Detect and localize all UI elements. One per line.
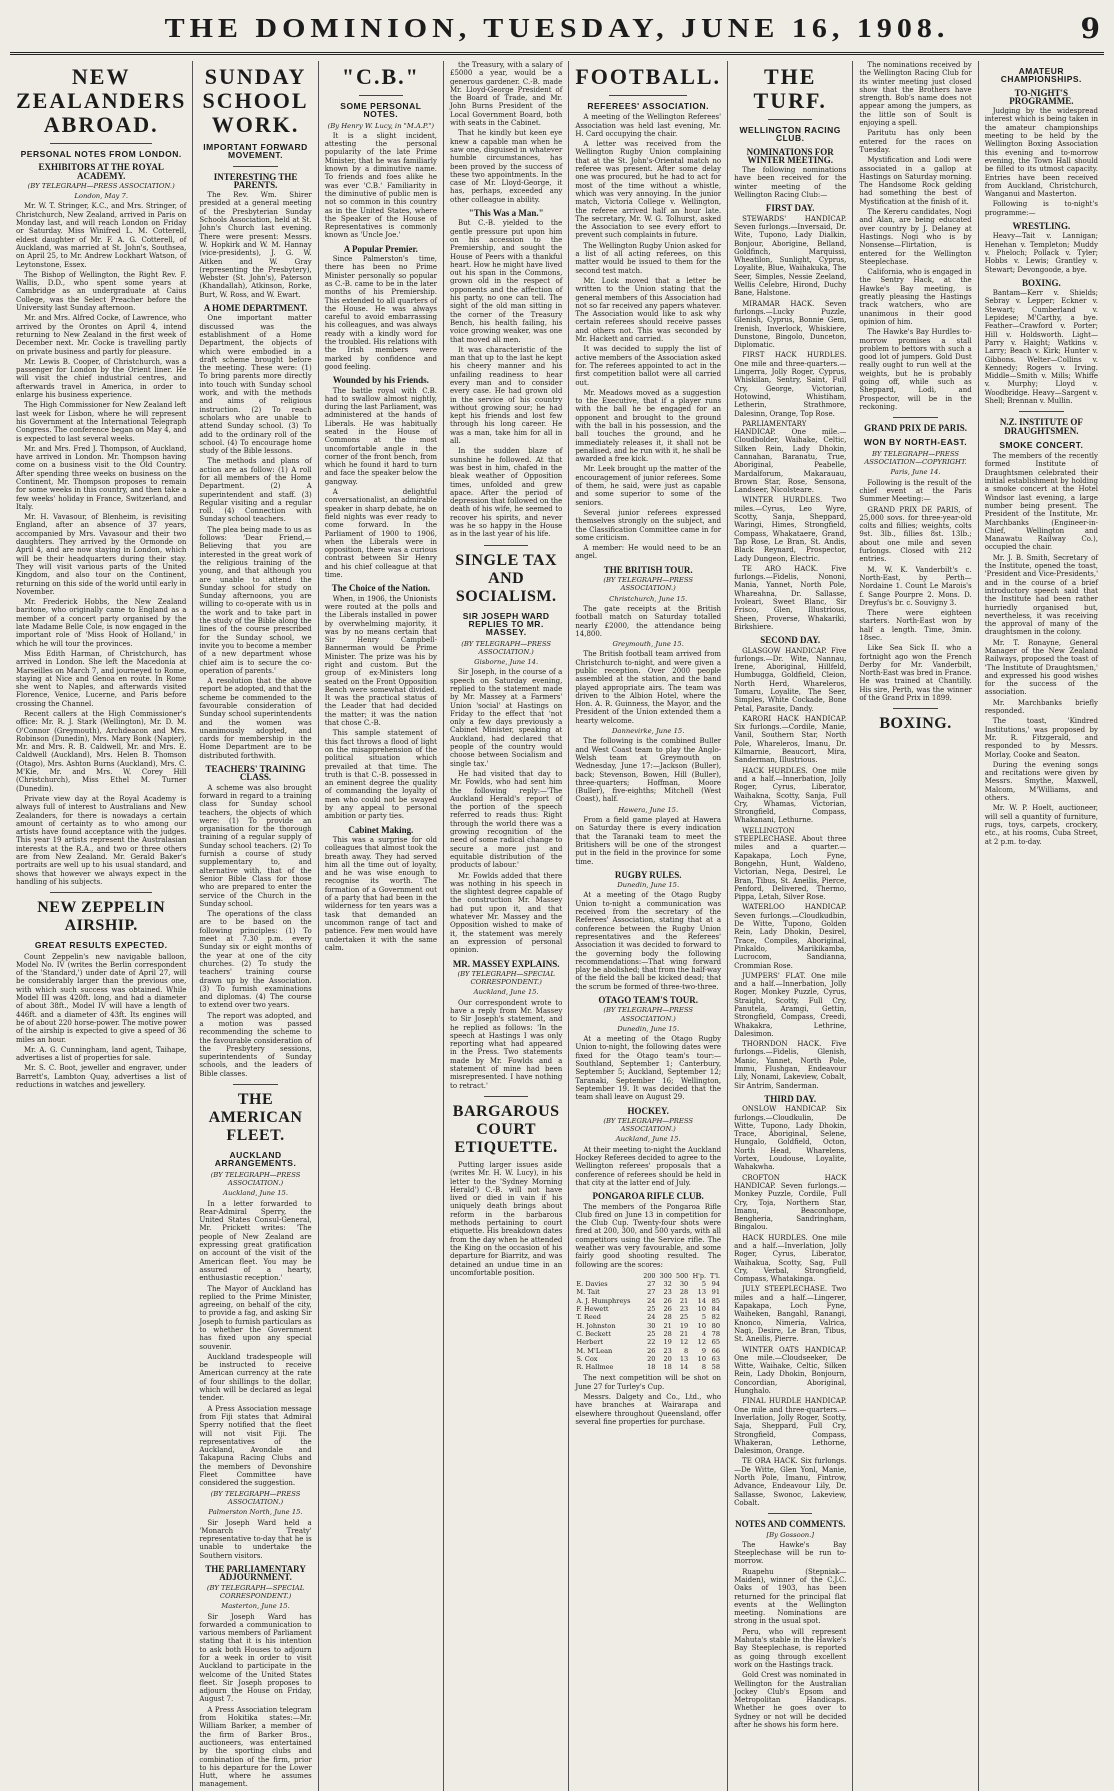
- rifle-scores-table: [575, 1272, 721, 1372]
- dateline: Paris, June 14.: [890, 468, 941, 477]
- score-cell: 30: [647, 1321, 656, 1330]
- paragraph: Mr. W. T. Stringer, K.C., and Mrs. Stringer, of Christchurch, New Zealand, arrived in Paris on Monday last, and will reach London on Friday or Saturday. Miss Winifred L. M. Cotterell, eldest daughter of Mr. F. A. G. Cotterell, of Auckland, was married at St. John's, Southsea, on April 25, to Mr. Andrew Lockhart Watson, of Leytonstone, Essex.: [16, 202, 187, 269]
- paragraph: The toast, 'Kindred Institutions,' was proposed by Mr. R. Fitzgerald, and responded to by Messrs. Morlay, Cooke and Seaton.: [984, 717, 1098, 759]
- divider: [50, 892, 152, 893]
- score-cell: 65: [711, 1338, 721, 1347]
- race-entry: FINAL HURDLE HANDICAP. One mile and three-quarters.—Inverlation, Jolly Roger, Scotty, Saja, Sheppard, Full Cry, Strongfield, Compass, Whakeran, Lethorne, Dalesimon, Orange.: [734, 1397, 847, 1456]
- paragraph: The battle royal with C.B. had to swallow almost nightly, during the last Parliament, was administered at the hands of Liberals. He was habitually seated in the House of Commons at the most uncomfortable angle in the corner of the front bench, from which he found it hard to turn and face the speaker below the gangway.: [324, 386, 437, 486]
- paragraph: Mr. W. P. Hoelt, auctioneer, will sell a quantity of furniture, rugs, toys, carpets, crockery, etc., at his rooms, Cuba Street, at 2 p.m. to-day.: [984, 804, 1098, 846]
- section-head: Wounded by his Friends.: [332, 375, 429, 386]
- paragraph: At their meeting to-night the Auckland Hockey Referees decided to agree to the Wellington referees' proposals that a conference of referees should be held in that city at the latter end of July.: [575, 1145, 722, 1187]
- score-cell: 91: [711, 1288, 721, 1297]
- headline-cb: "C.B.": [341, 64, 420, 89]
- score-cell: 23: [679, 1305, 689, 1314]
- paragraph: That he kindly but keen eye knew a capable man when he saw one, disguised in whatever humble circumstances, has been proved by the success of these two appointments. In the case of Mr. Lloyd-George, it has, perhaps, exceeded any other colleague in ability.: [450, 129, 563, 204]
- score-name: M. M'Lean: [576, 1346, 613, 1355]
- paragraph: The Mayor of Auckland has replied to the Prime Minister, agreeing, on behalf of the city, to provide a fag, and asking Sir Joseph to furnish particulars as to whether the Government has fixed upon any special souvenir.: [199, 1284, 312, 1351]
- race-entry: FIRST HACK HURDLES. One mile and three-quarters.—Lingerra, Jolly Roger, Cyprus, Whiskilan, Sentry, Saint, Full Cry, George, Victorian, Hotowind, Whistiham, Letherin, Strathmore, Dalesinn, Orange, Top Rose.: [734, 351, 847, 418]
- credit: (BY TELEGRAPH—PRESS ASSOCIATION.): [603, 576, 694, 593]
- headline-boxing: BOXING.: [879, 715, 952, 733]
- section-head: HOCKEY.: [627, 1105, 669, 1116]
- paragraph: The following is the combined Buller and West Coast team to play the Anglo-Welsh team at Greymouth on Wednesday, June 17:—Jackson (Buller), back; Stevenson, Bowen, Hill (Buller), three-quarters; Hoffman, Moore (Buller), five-eighths; Mitchell (West Coast), half.: [575, 737, 722, 804]
- paragraph: Mr. S. C. Boot, jeweller and engraver, under Barrett's, Lambton Quay, advertises a list of reductions in watches and jewellery.: [16, 1064, 187, 1089]
- paragraph: Sir Joseph Ward held a 'Monarch Treaty' representative to-day that he is unable to undertake the Southern visitors.: [199, 1518, 312, 1560]
- table-header: H'p.: [692, 1271, 707, 1280]
- score-cell: 26: [647, 1346, 656, 1355]
- paragraph: Since Palmerston's time, there has been no Prime Minister personally so popular as C.-B. came to be in the later months of his Premiership. This extended to all quarters of the House. He was always careful to avoid embarrassing his colleagues, and was always ready with a kindly word for the troubled. His relations with the Irish members were marked by confidence and good feeling.: [324, 255, 437, 371]
- score-cell: 8: [701, 1363, 707, 1372]
- paragraph: Private view day at the Royal Academy is always full of interest to Australians and New Zealanders, for there is nowadays a certain amount of certainty as to who among our artists have found acceptance with the judges. This year 19 artists represent the Australasian interests at the R.A., and two or three others are from New Zealand. Mr. Gerald Baker's portraits are well up to his usual standard, and shows that however we always expect in the handling of his subjects.: [16, 794, 187, 886]
- divider: [50, 143, 152, 144]
- paragraph: A delightful conversationalist, an admirable speaker in sharp debate, he on field nights was ever ready to come forward. In the Parliament of 1900 to 1906, when the Liberals were in opposition, there was a curious contrast between Sir Henry and his chief colleague at that time.: [324, 488, 437, 580]
- section-head: EXHIBITORS AT THE ROYAL ACADEMY.: [38, 162, 164, 181]
- dateline: Hawera, June 15.: [618, 805, 679, 814]
- section-head: TO-NIGHT'S PROGRAMME.: [1009, 87, 1074, 106]
- score-cell: 85: [711, 1296, 721, 1305]
- paragraph: In the sudden blaze of sunshine he followed. At that was best in him, chafed in the bleak weather of Opposition times, unfolded and grew apace. After the period of depression that followed on the death of his wife, he seemed to recover his spirits, and never was he so happy in the House as in the last year of his life.: [450, 447, 563, 539]
- score-cell: 19: [663, 1338, 672, 1347]
- score-cell: 21: [679, 1296, 689, 1305]
- divider: [893, 708, 937, 709]
- paragraph: Mr. Frederick Hobbs, the New Zealand baritone, who originally came to England as a member of a concert party organised by the late Madame Belle Cole, is now engaged in the important role of 'Miss Hook of Holland,' in which he will tour the provinces.: [16, 598, 187, 648]
- paragraph: Mr. Lewis B. Cooper, of Christchurch, was a passenger for London by the Orient liner. He will visit the chief industrial centres, and afterwards travel in America, in order to enlarge his business experience.: [16, 357, 187, 400]
- section-head: MR. MASSEY EXPLAINS.: [452, 958, 560, 969]
- paragraph: The High Commissioner for New Zealand left last week for Lisbon, where he will represent his Government at the International Telegraph Congress. The conference began on May 4, and is expected to last several weeks.: [16, 401, 187, 443]
- paragraph: GRAND PRIX DE PARIS, of 25,000 sovs. for three-year-old colts and fillies; weights, colts 9st. 3lb., fillies 8st. 13lb.; about one mile and seven furlongs. Closed with 212 entries.: [859, 505, 972, 564]
- score-cell: 21: [663, 1321, 672, 1330]
- score-cell: 8: [684, 1346, 689, 1355]
- section-head: A HOME DEPARTMENT.: [203, 303, 308, 314]
- credit: (BY TELEGRAPH—SPECIAL CORRESPONDENT.): [457, 969, 555, 987]
- subhead: WELLINGTON RACING CLUB.: [739, 125, 841, 144]
- paragraph: Mr. Lock moved that a letter be written to the Union stating that the general members of this Association had not so far received any papers whatever. The Association would like to ask why certain referees should receive passes and others not. This was seconded by Mr. Hackett and carried.: [575, 276, 722, 344]
- table-row: [575, 1322, 721, 1330]
- score-name: R. Hallmee: [576, 1363, 614, 1372]
- paragraph: The Rev. Wm. Shirer presided at a general meeting of the Presbyterian Sunday Schools Association, held at St. John's Church last evening. There were present: Messrs. W. Hopkirk and W. M. Hannay (vice-presidents), J. G. W. Aitken and W. Gray (representing the Presbytery), Webster (St. John's), Paterson (Khandallah), Atkinson, Rorke, Burt, W. Ross, and W. Ewart.: [199, 191, 312, 299]
- section-head: Cabinet Making.: [348, 824, 414, 835]
- score-cell: 27: [647, 1280, 656, 1289]
- column-2: [193, 61, 318, 1791]
- score-cell: 23: [663, 1346, 672, 1355]
- paragraph: During the evening songs and recitations were given by Messrs. Smythe, Maxwell, Malcom, M'Williams, and others.: [984, 760, 1098, 803]
- paragraph: Mr. Fowlds added that there was nothing in his speech in the slightest degree capable of the construction Mr. Massey had put upon it, and that whatever Mr. Massey and the Opposition wished to make of it, the statement was merely an expression of personal opinion.: [450, 871, 563, 955]
- paragraph: One important matter discussed was the establishment of a Home Department, the objects of which were embodied in a draft scheme brought before the meeting. These were: (1) To bring parents more directly into touch with Sunday school work, and with the methods and aims of religious instruction. (2) To reach scholars who are unable to attend Sunday school. (3) To add to the ordinary roll of the school. (4) To encourage home study of the Bible lessons.: [199, 314, 312, 456]
- column-7: [853, 61, 978, 1791]
- paragraph: A Press Association telegram from Hokitika states:—Mr. William Barker, a member of the firm of Barker Bros., auctioneers, was entertained by the sporting clubs and combination of the firm, prior to his departure for the Lower Hutt, where he assumes management.: [199, 1705, 312, 1789]
- divider: [609, 95, 687, 96]
- column-6: [728, 61, 853, 1791]
- score-cell: 21: [679, 1329, 689, 1338]
- race-entry: HACK HURDLES. One mile and a half.—Innerbation, Jolly Roger, Cyrus, Liberator, Waihakna, Scotty, Sanja, Full Cry, Whamas, Victorian, Strongfield, Compass, Whakanani, Lethurne.: [734, 766, 847, 825]
- paragraph: The Bishop of Wellington, the Right Rev. F. Wallis, D.D., who spent some years at Cambridge as an undergraduate at Caius College, was the Select Preacher before the University last Sunday afternoon.: [16, 270, 187, 313]
- headline-the-turf: THE TURF.: [753, 64, 827, 113]
- race-entry: THORNDON HACK. Five furlongs.—Fidelis, Glenish, Manic, Yannet, North Pole, Immu, Flushgan, Endeavour Lily, Nonami, Lakeview, Cobalt, Sir Antrim, Sanderman.: [734, 1040, 847, 1090]
- paragraph: A meeting of the Wellington Referees' Association was held last evening, Mr. H. Card occupying the chair.: [575, 113, 722, 138]
- paragraph: Mr. J. B. Smith, Secretary of the Institute, opened the toast, 'President and Vice-Presidents,' and in the course of a brief introductory speech said that the Institute had been rather hurriedly organised but, nevertheless, it was receiving the approval of many of the draughtsmen in the colony.: [984, 553, 1098, 637]
- paragraph: Mr. T. Ronayne, General Manager of the New Zealand Railways, proposed the toast of 'The Institute of Draughtsmen,' and expressed his good wishes for the success of the association.: [984, 638, 1098, 697]
- dateline: Christchurch, June 15.: [609, 594, 688, 603]
- masthead-title: THE DOMINION, TUESDAY, JUNE 16, 1908.: [164, 13, 950, 44]
- subhead: AMATEUR CHAMPIONSHIPS.: [1000, 66, 1082, 85]
- credit: (BY TELEGRAPH—PRESS ASSOCIATION.): [210, 1489, 301, 1506]
- paragraph: Peru, who will represent Mahuta's stable in the Hawke's Bay Steeplechase, is reported as going through excellent work on the Hastings track.: [734, 1627, 847, 1669]
- headline-football: FOOTBALL.: [575, 64, 722, 89]
- race-entry: WINTER HURDLES. Two miles.—Cyrus, Leo Wyre, Scotty, Sanja, Sheppard, Waringi, Himes, Strongfield, Compass, Whakataere, Grand, Tap Rose, Le Bran, St. Andis, Black Reynard, Prospector, Lady Dungeon, Electric.: [734, 496, 847, 563]
- dateline: Auckland, June 15.: [615, 1135, 681, 1144]
- score-cell: 26: [663, 1305, 672, 1314]
- dateline: Dunedin, June 15.: [617, 1024, 680, 1033]
- table-row: [575, 1347, 721, 1355]
- divider: [233, 166, 277, 167]
- score-cell: 19: [679, 1321, 689, 1330]
- score-cell: 24: [647, 1313, 656, 1322]
- paragraph: The methods and plans of action are as follow: (1) A roll for all members of the Home Department. (2) A superintendent and staff. (3) Regular visiting and a regular roll. (4) Connection with Sunday school teachers.: [199, 457, 312, 524]
- subhead: WON BY NORTH-EAST.: [863, 437, 968, 448]
- paragraph: Sir Joseph, in the course of a speech on Saturday evening, replied to the statement made by Mr. Massey at a Farmers' Union 'social' at Hastings on Friday to the effect that 'not only a few days previously a Cabinet Minister, speaking at Auckland, had declared that people of the country would choose between Socialism and single tax.': [450, 668, 563, 768]
- score-cell: 24: [647, 1296, 656, 1305]
- credit: (BY TELEGRAPH—PRESS ASSOCIATION.): [461, 639, 552, 656]
- column-8: [979, 61, 1104, 1791]
- race-entry: WELLINGTON STEEPLECHASE. About three miles and a quarter.—Kapakapa, Loch Fyne, Bongehn, Hunt, Waldeno, Victorian, Nega, Desirel, Le Bran, Tibus, St. Aneilis, Pierce, Penford, Delivered, Thermo, Pippa, Letah, Silver Rose.: [734, 826, 847, 902]
- table-header-name: [575, 1272, 640, 1280]
- paragraph: Count Zeppelin's new navigable balloon, Model No. IV (writes the Berlin correspondent of the 'Standard,') under date of April 27, will be considerably larger than the previous one, with which such success was obtained. While Model III was 420ft. long, and had a diameter of about 38ft., Model IV will have a length of 446ft. and a diameter of 43ft. Its engines will be of about 220 horse-power. The motive power of the airship is expected to give a speed of 36 miles an hour.: [16, 952, 187, 1044]
- dateline: Auckland, June 15.: [473, 988, 539, 997]
- subhead: SMOKE CONCERT.: [999, 439, 1084, 450]
- paragraph: Ruapehu (Stepniak—Maiden), winner of the C.J.C. Oaks of 1903, has been returned for the principal flat events at the Wellington meeting. Nominations are strong in the usual spot.: [734, 1567, 847, 1626]
- section-head: GRAND PRIX DE PARIS.: [864, 423, 967, 434]
- score-cell: 10: [697, 1321, 707, 1330]
- subhead: IMPORTANT FORWARD MOVEMENT.: [203, 142, 308, 161]
- paragraph: The Wellington Rugby Union asked for a list of all acting referees, on this matter would be issued to them for the second test match.: [575, 241, 722, 275]
- column-4: [444, 61, 569, 1791]
- section-head: "This Was a Man.": [468, 208, 544, 219]
- table-row: [575, 1297, 721, 1305]
- race-entry: KARORI HACK HANDICAP. Six furlongs.—Cordile, Manie, Vanil, Southern Star, North Pole, Whareleros, Imanu, Dr. Kilmarnie, Beaucort, Mira, Sanderman, Illustrious.: [734, 714, 847, 765]
- paragraph: The operations of the class are to be based on the following principles: (1) To meet at 7.30 p.m. every Sunday six or eight months of the year at one of the city churches. (2) To study the teachers' training course drawn up by the Association. (3) To furnish examinations and diplomas. (4) The course to extend over two years.: [199, 910, 312, 1010]
- score-cell: 13: [697, 1288, 707, 1297]
- score-cell: 94: [711, 1280, 721, 1289]
- score-name: H. Johnston: [576, 1321, 616, 1330]
- day-head: THIRD DAY.: [764, 1093, 817, 1104]
- score-cell: 25: [647, 1329, 656, 1338]
- credit: (BY TELEGRAPH—PRESS ASSOCIATION.): [603, 1116, 694, 1134]
- score-cell: 5: [701, 1313, 707, 1322]
- table-row: [575, 1355, 721, 1363]
- subhead: GREAT RESULTS EXPECTED.: [34, 940, 168, 951]
- paragraph: Mr. H. Vavasour, of Blenheim, is revisiting England, after an absence of 37 years, accompanied by Mrs. Vavasour and their two daughters. They arrived by the Ormonde on April 4, and are now staying in London, which will be their headquarters during their stay. They will visit various parts of the United Kingdom, and also tour on the Continent, returning on this side of the world until early in November.: [16, 513, 187, 596]
- score-cell: 25: [647, 1305, 656, 1314]
- score-cell: 20: [647, 1354, 656, 1363]
- paragraph: There were eighteen starters. North-East won by half a length. Time, 3min. 18sec.: [859, 609, 972, 642]
- paragraph: Judging by the widespread interest which is being taken in the amateur championships meeting to be held by the Wellington Boxing Association this evening and to-morrow evening, the Town Hall should be filled to its utmost capacity. Entries have been received from Auckland, Christchurch, Wanganui and Masterton.: [984, 107, 1098, 199]
- paragraph: Mr. and Mrs. Alfred Cocke, of Lawrence, who arrived by the Orontes on April 4, intend returning to New Zealand in the first week of December next. Mr. Cocke is travelling partly on private business and partly for pleasure.: [16, 314, 187, 356]
- paragraph: The report was adopted, and a motion was passed recommending the scheme to the favourable consideration of the Presbytery sessions, superintendents of Sunday schools, and the leaders of Bible classes.: [199, 1011, 312, 1078]
- section-head: BOXING.: [1021, 277, 1061, 288]
- section-head: TEACHERS' TRAINING CLASS.: [205, 764, 306, 783]
- score-cell: 82: [711, 1313, 721, 1322]
- score-name: M. Tait: [576, 1288, 600, 1297]
- table-row: [575, 1313, 721, 1321]
- paragraph: The Hawke's Bay Hurdles to-morrow promises a stall problem to bettors with such a good lot of jumpers. Gold Dust really ought to run well at the weights, but he is probably going off, while such as Sheppard, Lodi, and Prospector, will be in the reckoning.: [859, 328, 972, 411]
- paragraph: The Hawke's Bay Steeplechase will be run to-morrow.: [734, 1540, 847, 1566]
- paragraph: the Treasury, with a salary of £5000 a year, would be a generous gardener. C.-B. made Mr. Lloyd-George President of the Board of Trade, and Mr. John Burns President of the Local Government Board, both with seats in the Cabinet.: [450, 61, 563, 128]
- score-name: Herbert: [576, 1338, 604, 1347]
- section-head: The Choice of the Nation.: [331, 583, 430, 594]
- subhead: AUCKLAND ARRANGEMENTS.: [214, 1150, 297, 1169]
- score-cell: 63: [711, 1354, 721, 1363]
- dateline: London, May 7.: [74, 192, 128, 201]
- paragraph: A member: He would need to be an angel.: [575, 544, 722, 561]
- paragraph: Putting larger issues aside (writes Mr. H. W. Lucy), in his letter to the 'Sydney Morning Herald') C.-B. will not have lived or died in vain if his uniquely death brings about reform in the barbarous methods pertaining to court etiquette. His breakdown dates from the day when he attended the King on the occasion of his departure for Biarritz, and was detained an undue time in an uncomfortable position.: [450, 1160, 563, 1277]
- section-head: THE BRITISH TOUR.: [603, 564, 693, 575]
- paragraph: Recent callers at the High Commissioner's office: Mr. R. J. Stark (Wellington), Mr. D. M. O'Connor (Greymouth), Archdeacon and Mrs. Robinson (Dunedin), Mrs. Mary Bonk (Napier), Mr. and Mrs. R. B. Caldwell, Mr. and Mrs. E. Caldwell (Auckland), Mrs. Helen B. Thomson (Otago), Mrs. Ashton Burns (Auckland), Mrs. C. M'Kie, Mr. and Mrs. W. Corey Hill (Christchurch), Miss Ethel M. Turner (Dunedin).: [16, 710, 187, 793]
- section-head: RUGBY RULES.: [614, 869, 682, 880]
- paragraph: The nominations received by the Wellington Racing Club for its winter meeting just closed show that the Brothers have strength. Bob's name does not appear among the jumpers, as the little son of Soult is enjoying a spell.: [859, 61, 972, 128]
- race-entry: CROFTON HACK HANDICAP. Seven furlongs.—Monkey Puzzle, Cordile, Full Cry, Toja, Northern Star, Imanu, Beaconhope, Bengheria, Sandringham, Bingalou.: [734, 1173, 847, 1232]
- paragraph: A Press Association message from Fiji states that Admiral Sperry notified that the fleet will not visit Fiji. The representatives of the Auckland, Avondale and Takapuna Racing Clubs and the members of Devonshire Fleet Committee have considered the suggestion.: [199, 1404, 312, 1488]
- score-name: S. Cox: [576, 1354, 598, 1363]
- credit: (BY TELEGRAPH—PRESS ASSOCIATION.): [27, 181, 175, 190]
- dateline: Dunedin, June 15.: [617, 881, 680, 890]
- race-entry: WATERLOO HANDICAP. Seven furlongs.—Cloudkudbin, De Witte, Tupono, Golden Rein, Lady Dhokin, Desirel, Trace, Compiles, Aboriginal, Pinkaldo, Marikikamba, Lucrocom, Sandianna, Crommian Rose.: [734, 903, 847, 970]
- paragraph: The gate receipts at the British football match on Saturday totalled nearly £2000, the attendance being 14,800.: [575, 604, 722, 638]
- score-cell: 5: [701, 1280, 707, 1289]
- score-cell: 25: [679, 1313, 689, 1322]
- divider: [359, 95, 403, 96]
- table-header-row: [575, 1272, 721, 1280]
- paragraph: In a letter forwarded to Rear-Admiral Sperry, the United States Consul-General, Mr. Prickett writes: 'The people of New Zealand are expressing great gratification on account of the visit of the American fleet. You may be assured of a hearty, enthusiastic reception.': [199, 1199, 312, 1283]
- section-head: PONGAROA RIFLE CLUB.: [592, 1191, 704, 1202]
- credit: (BY TELEGRAPH—SPECIAL CORRESPONDENT.): [206, 1583, 305, 1600]
- score-cell: 28: [679, 1288, 689, 1297]
- paragraph: Several junior referees expressed themselves strongly on the subject, and the Classification Committee came in for some criticism.: [575, 508, 722, 542]
- subhead: REFEREES' ASSOCIATION.: [587, 101, 710, 111]
- score-cell: 10: [697, 1354, 707, 1363]
- credit: BY TELEGRAPH—PRESS ASSOCIATION—COPYRIGHT.: [864, 449, 967, 467]
- dateline: Dannevirke, June 15.: [611, 727, 685, 736]
- paragraph: He had visited that day to Mr. Fowlds, who had sent him the following reply:—'The Auckland Herald's report of the portion of the speech referred to reads thus: Right through the world there was a growing recognition of the need of some radical change to secure a more just and equitable distribution of the products of labour.': [450, 769, 563, 870]
- dateline: Gisborne, June 14.: [474, 658, 539, 667]
- score-cell: 10: [697, 1305, 707, 1314]
- score-cell: 32: [663, 1280, 672, 1289]
- paragraph: Following is to-night's programme:—: [984, 200, 1098, 217]
- score-cell: 12: [679, 1338, 689, 1347]
- paragraph: Like Sea Sick II. who a fortnight ago won the French Derby for Mr. Vanderbilt, North-East was bred in France. He was trained at Chantilly. His sire, Perth, was the winner of the Grand Prix in 1899.: [859, 644, 972, 703]
- page-number: 9: [1080, 12, 1100, 45]
- paragraph: Paritutu has only been entered for the races on Tuesday.: [859, 129, 972, 154]
- score-cell: 14: [679, 1363, 689, 1372]
- paragraph: This sample statement of this fact throws a flood of light on the misapprehension of the political situation which prevailed at that time. The truth is that C.-B. possessed in an eminent degree the quality of commanding the loyalty of men who could not be swayed by any appeal to personal ambition or party ties.: [324, 729, 437, 821]
- paragraph: Mr. and Mrs. Fred J. Thompson, of Auckland, have arrived in London. Mr. Thompson having come on a business visit to the Old Country. After spending three weeks on business on the Continent, Mr. Thompson proposes to remain for some weeks in this country, and then take a few weeks' holiday in France, Switzerland, and Italy.: [16, 444, 187, 511]
- section-head: WRESTLING.: [1012, 221, 1071, 232]
- paragraph: California, who is engaged in the Sentry Hack, at the Hawke's Bay meeting, is greatly pleasing the Hastings track watchers, who are unanimous in their good opinion of him.: [859, 268, 972, 326]
- headline-single-tax: SINGLE TAX AND SOCIALISM.: [455, 551, 558, 605]
- paragraph: At a meeting of the Otago Rugby Union to-night a communication was received from the secretary of the Referees' Association, stating that at a conference between the Rugby Union representatives and the Referees' Association it was decided to forward to the governing body the following recommendations:—That wing forward play be abolished; that from the half-way of the field the ball be kicked dead; that the scrum be formed of three-two-three.: [575, 891, 722, 991]
- paragraph: The Kereru candidates, Nogi and Alan, are being educated over country by J. Delaney at Hastings. Nogi who is by Nonsense—Flirtation, is entered for the Wellington Steeplechase.: [859, 208, 972, 266]
- score-cell: 28: [663, 1329, 672, 1338]
- dateline: Palmerston North, June 15.: [208, 1508, 303, 1517]
- score-cell: 78: [711, 1329, 721, 1338]
- table-header: 300: [659, 1271, 672, 1280]
- columns: [10, 61, 1104, 1789]
- paragraph: This was a surprise for old colleagues that almost took the breath away. They had served him all the time out of loyalty, and he was wise enough to recognise its worth. The formation of a Government out of a party that had been in the wilderness for ten years was a task that demanded an uncommon range of tact and patience. Few men would have undertaken it with the same calm.: [324, 835, 437, 952]
- race-entry: STEWARDS' HANDICAP. Seven furlongs.—Inversaid, Dr. Wite, Tupono, Lady Dialkin, Bonjour, Aborigine, Belland, Goldfinch, Marquissi, Wheatilon, Sunlight, Cyprus, Loyalite, Blue, Waihakuka, The Seer, Simples, Nessie Zeeland, Wellis Celebre, Hirond, Duchy Bane, Halstone.: [734, 214, 847, 298]
- table-row: [575, 1363, 721, 1371]
- section-head: NOMINATIONS FOR WINTER MEETING.: [746, 146, 834, 165]
- dateline: Greymouth, June 15.: [612, 640, 684, 649]
- column-5: [569, 61, 728, 1791]
- paragraph: The members of the recently formed Institute of Draughtsmen celebrated their initial establishment by holding a smoke concert at the Hotel Windsor last evening, a large number being present. The President of the Institute, Mr. Marchbanks (Engineer-in-Chief, Wellington and Manawatu Railway Co.), occupied the chair.: [984, 452, 1098, 552]
- column-3: [319, 61, 444, 1791]
- paragraph: Gold Crest was nominated in Wellington for the Australian Jockey Club's Epsom and Metropolitan Handicaps. Whether he goes over to Sydney or not will be decided after he shows his form here.: [734, 1671, 847, 1730]
- score-cell: 84: [711, 1305, 721, 1314]
- headline-american-fleet: THE AMERICAN FLEET.: [208, 1091, 303, 1145]
- paragraph: It was decided to supply the list of active members of the Association asked for. The referees appointed to act in the first competition ballot were all carried out.: [575, 345, 722, 387]
- paragraph: Miss Edith Harman, of Christchurch, has arrived in London. She left the Macedonia at Marseilles on March 7, and journeyed to Rome, staying at Nice and Genoa en route. In Rome she went to Naples, and afterwards visited Florence, Venice, Lucerne, and Paris before crossing the Channel.: [16, 649, 187, 708]
- table-header: T'l.: [709, 1271, 721, 1280]
- race-entry: JUMPERS' FLAT. One mile and a half.—Innerbation, Jolly Roger, Monkey Puzzle, Cyrus, Straight, Scotty, Full Cry, Panutela, Aramgi, Gettin, Strongfield, Compass, Creedi, Whakakra, Lethrine, Dalesimon.: [734, 971, 847, 1038]
- paragraph: Mr. Marchbanks briefly responded.: [984, 698, 1098, 716]
- byline: (By Henry W. Lucy, in "M.A.P."): [327, 121, 435, 130]
- race-entry: WINTER OATS HANDICAP. One mile.—Cloudseeker, De Witte, Waihake, Celtic, Silken Rein, Lady Dhokin, Bonjourn, Concordian, Aboriginal, Hunghalo.: [734, 1345, 847, 1396]
- score-cell: 20: [663, 1354, 672, 1363]
- paragraph: Messrs. Dalgety and Co., Ltd., who have branches at Wairarapa and elsewhere throughout Queensland, offer several fine properties for purchase.: [575, 1393, 722, 1426]
- score-cell: 58: [711, 1363, 721, 1372]
- paragraph: Mr. Meadows moved as a suggestion to the Executive, that if a player runs with the ball he be engaged for an opponent and brought to the ground with the ball in his possession, and the ball touches the ground, and he immediately releases it, it shall not be penalised, and he run with it, he shall be awarded a free kick.: [575, 388, 722, 464]
- score-cell: 28: [663, 1313, 672, 1322]
- score-cell: 4: [701, 1329, 707, 1338]
- paragraph: The next competition will be shot on June 27 for Turley's Cup.: [575, 1374, 722, 1391]
- race-entry: TE ARO HACK. Five furlongs.—Fidelis, Nononi, Mania, Yannet, North Pole, Whareahna, Dr. Sallasse, Ivoleari, Sweet Blanc, Sir Frisco, Glen, Illustrious, Sheen, Proverse, Whakariki, Birkshiere.: [734, 564, 847, 631]
- score-cell: 14: [697, 1296, 707, 1305]
- race-entry: PARLIAMENTARY HANDICAP. One mile.—Cloudbolder, Waihake, Celtic, Silken Rein, Lady Dhokin, Cannahan, Baranatu, True, Aboriginal, Peabelle, Mardalforum, Makarauau, Brown Star, Rose, Sensona, Landseer, Nicolsteare.: [734, 419, 847, 495]
- paragraph: At a meeting of the Otago Rugby Union to-night, the following dates were fixed for the Otago team's tour:—Southland, September 1; Canterbury, September 5; Auckland, September 12; Taranaki, September 16; Wellington, September 19. It was decided that the team shall leave on August 29.: [575, 1035, 722, 1102]
- score-name: A. J. Humphreys: [576, 1296, 631, 1305]
- table-row: [575, 1288, 721, 1296]
- score-cell: 18: [647, 1363, 656, 1372]
- credit: (BY TELEGRAPH—PRESS ASSOCIATION.): [210, 1170, 301, 1187]
- paragraph: But C.-B. yielded to the gentle pressure put upon him on his accession to the Premiership, and sought the House of Peers with a thankful heart. How he might have lived out his span in the Commons, grown old in the respect of opponents and the affection of his party, no one can tell. The sight of the old man sitting in the corner of the Treasury Bench, his health failing, his voice growing weaker, was one that moved all men.: [450, 219, 563, 344]
- paragraph: Following is the result of the chief event at the Paris Summer Meeting:—: [859, 478, 972, 504]
- paragraph: The following nominations have been received for the winter meeting of the Wellington Racing Club:—: [734, 166, 847, 200]
- score-cell: 13: [679, 1354, 689, 1363]
- paragraph: A resolution that the above report be adopted, and that the scheme be commended to the favourable consideration of Sunday school superintendents and the women was unanimously adopted, and cards for membership in the Home Department are to be distributed forthwith.: [199, 677, 312, 760]
- divider: [484, 545, 528, 546]
- table-row: [575, 1280, 721, 1288]
- credit: (BY TELEGRAPH—PRESS ASSOCIATION.): [603, 1006, 694, 1023]
- score-name: C. Beckett: [576, 1329, 611, 1338]
- paragraph: A scheme was also brought forward in regard to a training class for Sunday school teachers, the objects of which were: (1) To provide an organisation for the thorough training of a regular supply of Sunday school teachers. (2) To furnish a course of study supplementary to, and alternative with, that of the Senior Bible Class for those who are prepared to enter the service of the Church in the Sunday school.: [199, 783, 312, 908]
- section-head: THE PARLIAMENTARY ADJOURNMENT.: [205, 1564, 306, 1583]
- table-header: 200: [643, 1271, 656, 1280]
- subhead: SIR JOSEPH WARD REPLIES TO MR. MASSEY.: [462, 610, 550, 638]
- byline: [By Gossoon.]: [766, 1530, 814, 1539]
- paragraph: Auckland tradespeople will be instructed to receive American currency at the rate of four shillings to the dollar, which will be declared as legal tender.: [199, 1352, 312, 1403]
- score-cell: 66: [711, 1346, 721, 1355]
- subhead: SOME PERSONAL NOTES.: [340, 101, 422, 120]
- section-head: A Popular Premier.: [343, 243, 418, 254]
- race-entry: JULY STEEPLECHASE. Two miles and a half.—Lingerer, Kapakapa, Loch Fyne, Waiheken, Bangahl, Ranangi, Knonco, Nimeria, Valrica, Nagi, Desire, Le Bran, Tibus, St. Aneilis, Pierre.: [734, 1285, 847, 1344]
- column-1: [10, 61, 193, 1791]
- score-cell: 30: [679, 1280, 689, 1289]
- table-row: [575, 1305, 721, 1313]
- day-head: SECOND DAY.: [760, 635, 821, 646]
- paragraph: The members of the Pongaroa Rifle Club fired on June 13 in competition for the Club Cup. Twenty-four shots were fired at 200, 300, and 500 yards, with all competitors using the Service rifle. The weather was very favourable, and some fairly good shooting resulted. The following are the scores:: [575, 1202, 722, 1269]
- paragraph: The British football team arrived from Christchurch to-night, and were given a public reception. Over 2000 people assembled at the station, and the band played appropriate airs. The team was driven to the Albion Hotel, where the Hon. A. R. Guinness, the Mayor, and the President of the Union extended them a hearty welcome.: [575, 650, 722, 725]
- day-head: FIRST DAY.: [765, 203, 815, 214]
- table-header: 500: [676, 1271, 689, 1280]
- score-cell: 26: [663, 1296, 672, 1305]
- score-cell: 27: [647, 1288, 656, 1297]
- dateline: Masterton, June 15.: [221, 1602, 290, 1611]
- paragraph: When, in 1906, the Unionists were routed at the polls and the Liberals installed in power by overwhelming majority, it was by no means certain that Sir Henry Campbell-Bannerman would be Prime Minister. The prize was his by right and custom. But the group of ex-Ministers long seated on the Front Opposition Bench were somewhat divided. It was the practical status of the Leader that had decided the matter; it was the nation that chose C.-B.: [324, 594, 437, 728]
- paragraph: It was characteristic of the man that up to the last he kept his cheery manner and his unfailing readiness to hear every man and to consider every case. He had grown old in the service of his country without growing sour; he had kept his friends and lost few through his long career. He was a man, take him for all in all.: [450, 345, 563, 446]
- score-name: F. Hewett: [576, 1305, 609, 1314]
- score-cell: 9: [701, 1346, 707, 1355]
- headline-zeppelin: NEW ZEPPELIN AIRSHIP.: [37, 899, 166, 935]
- divider: [768, 1513, 812, 1514]
- paragraph: Our correspondent wrote to have a reply from Mr. Massey to Sir Joseph's statement, and he replied as follows: 'In the speech at Hastings I was only reporting what had appeared in the Press. Two statements made by Mr. Fowlds and a statement of mine had been misrepresented. I have nothing to retract.': [450, 998, 563, 1090]
- score-name: E. Davies: [576, 1280, 608, 1289]
- paragraph: M. W. K. Vanderbilt's c. North-East, by Perth—Nordaine 1. Count Le Marois's f. Sange Pourpre 2. Mons. D. Dreyfus's br. c. Souvigny 3.: [859, 565, 972, 607]
- masthead: [10, 6, 1104, 55]
- section-head: INTERESTING THE PARENTS.: [213, 171, 298, 190]
- race-entry: GLASGOW HANDICAP. Five furlongs.—Dr. Wite, Nannau, Irene, Aboriginal, Hillfeld, Humbugga, Goldfield, Cleion, North Herd, Whareleros, Tomaru, Loyalite, The Seer, Simples, White Cockade, Bone Petal, Parasite, Dandy.: [734, 646, 847, 713]
- divider: [893, 417, 937, 418]
- score-cell: 23: [663, 1288, 672, 1297]
- paragraph: It is a slight incident, attesting the personal popularity of the late Prime Minister, that he was familiarly known by a diminutive name. To friends and foes alike he was ever 'C.B.' Familiarity in the diminutive of public men is not so common in this country as in the United States, where the Speaker of the House of Representatives is commonly known as 'Uncle Joe.': [324, 131, 437, 240]
- divider: [233, 1084, 277, 1085]
- paragraph: Sir Joseph Ward has forwarded a communication to various members of Parliament stating that it is his intention to ask both Houses to adjourn for a week in order to visit Auckland to participate in the welcome of the United States fleet. Sir Joseph proposes to adjourn the House on Friday, August 7.: [199, 1612, 312, 1704]
- paragraph: A letter was received from the Wellington Rugby Union complaining that at the St. John's-Oriental match no referee was present. After some delay one was procured, but he had to act for most of the time without a whistle, which was very annoying. In the junior match, Victoria College v. Wellington, the referee arrived half an hour late. The secretary, Mr. W. G. Tolhurst, asked the Association to see every effort to prevent such complaints in future.: [575, 140, 722, 240]
- section-head: NOTES AND COMMENTS.: [735, 1519, 846, 1530]
- dateline: Auckland, June 15.: [223, 1189, 289, 1198]
- table-row: [575, 1330, 721, 1338]
- paragraph: The plea being made to us as follows: 'Dear Friend,—Believing that you are interested in the great work of the religious training of the young, and that although you are unable to attend the Sunday school for study on Sunday afternoons, you are willing to co-operate with us in the work and to take part in the study of the Bible along the lines of the course prescribed for the Sunday school, we invite you to become a member of a new department whose chief aim is to secure the co-operation of parents.': [199, 525, 312, 675]
- race-entry: HACK HURDLES. One mile and a half.—Inverlation, Jolly Roger, Cyrus, Liberator, Waihakua, Scotty, Sag, Full Cry, Verbal, Strongfield, Compass, Whatakinga.: [734, 1233, 847, 1284]
- section-head: OTAGO TEAM'S TOUR.: [598, 994, 698, 1005]
- table-row: [575, 1338, 721, 1346]
- score-cell: 80: [711, 1321, 721, 1330]
- paragraph: Mr. A. G. Cunningham, land agent, Taihape, advertises a list of properties for sale.: [16, 1045, 187, 1063]
- score-cell: 22: [647, 1338, 656, 1347]
- paragraph: Heavy—Tait v. Lannigan; Henehan v. Templeton; Muddy v. Pheloch; Pollack v. Tyler; Hobbs v. Lewis; Grantley v. Stewart; Devongoode, a bye.: [984, 232, 1098, 274]
- section-head: N.Z. INSTITUTE OF DRAUGHTSMEN.: [999, 417, 1083, 436]
- race-entry: TE ORA HACK. Six furlongs.—De Witte, Glen Yonl, Manie, North Pole, Imanu, Fintrow, Advance, Endeavour Lily, Dr. Sallasse, Swonoc, Lakeview, Cobalt.: [734, 1457, 847, 1507]
- table-body: [575, 1280, 721, 1371]
- paragraph: Mr. Leek brought up the matter of the encouragement of junior referees. Some of them, he said, were just as capable and some superior to some of the seniors.: [575, 465, 722, 507]
- subhead: PERSONAL NOTES FROM LONDON.: [20, 149, 182, 159]
- race-entry: MIRAMAR HACK. Seven furlongs.—Lucky Puzzle, Glenish, Cyprus, Bonnie Gem, Irenish, Inverlock, Whiskiere, Dunstone, Bingolo, Dunceton, Diplomatic.: [734, 299, 847, 350]
- paragraph: From a field game played at Hawera on Saturday there is every indication that the Taranaki team to meet the Britishers will be one of the strongest put in the field in the province for some time.: [575, 816, 722, 866]
- score-cell: 18: [663, 1363, 672, 1372]
- headline-sunday-school: SUNDAY SCHOOL WORK.: [202, 64, 309, 137]
- paragraph: Bantam—Kerr v. Shields; Sebray v. Lepper; Eckner v. Stewart; Cumberland v. Lepidese; M'Carthy, a bye. Feather—Crawford v. Porter; Hill v. Holdsworth. Light—Parry v. Haight; Watkins v. Larry; Beach v. Kirk; Hunter v. Gibbons. Welter—Collins v. Kennedy; Rogers v. Irving. Middle—Smith v. Mills; Whiffe v. Murphy; Lloyd v. Woodbridge. Heavy—Sargent v. Shell; Brennan v. Mullin.: [984, 289, 1098, 405]
- race-entry: ONSLOW HANDICAP. Six furlongs.—Cloudkulin, De Witte, Tupono, Lady Dhokin, Trace, Aboriginal, Selene, Hungalo, Goldfield, Octon, North Head, Wharelens, Vortex, Loudouse, Loyalite, Wahakwha.: [734, 1105, 847, 1172]
- divider: [1019, 411, 1064, 412]
- paragraph: Mystification and Lodi were associated in a gallop at Hastings on Saturday morning. The Handsome Rock gelding had something the best of Mystification at the finish of it.: [859, 156, 972, 206]
- score-name: T. Reed: [576, 1313, 601, 1322]
- headline-court-etiquette: BARGAROUS COURT ETIQUETTE.: [452, 1102, 560, 1156]
- score-cell: 12: [697, 1338, 707, 1347]
- divider: [768, 119, 812, 120]
- divider: [484, 1096, 528, 1097]
- headline-new-zealanders-abroad: NEW ZEALANDERS ABROAD.: [16, 64, 187, 137]
